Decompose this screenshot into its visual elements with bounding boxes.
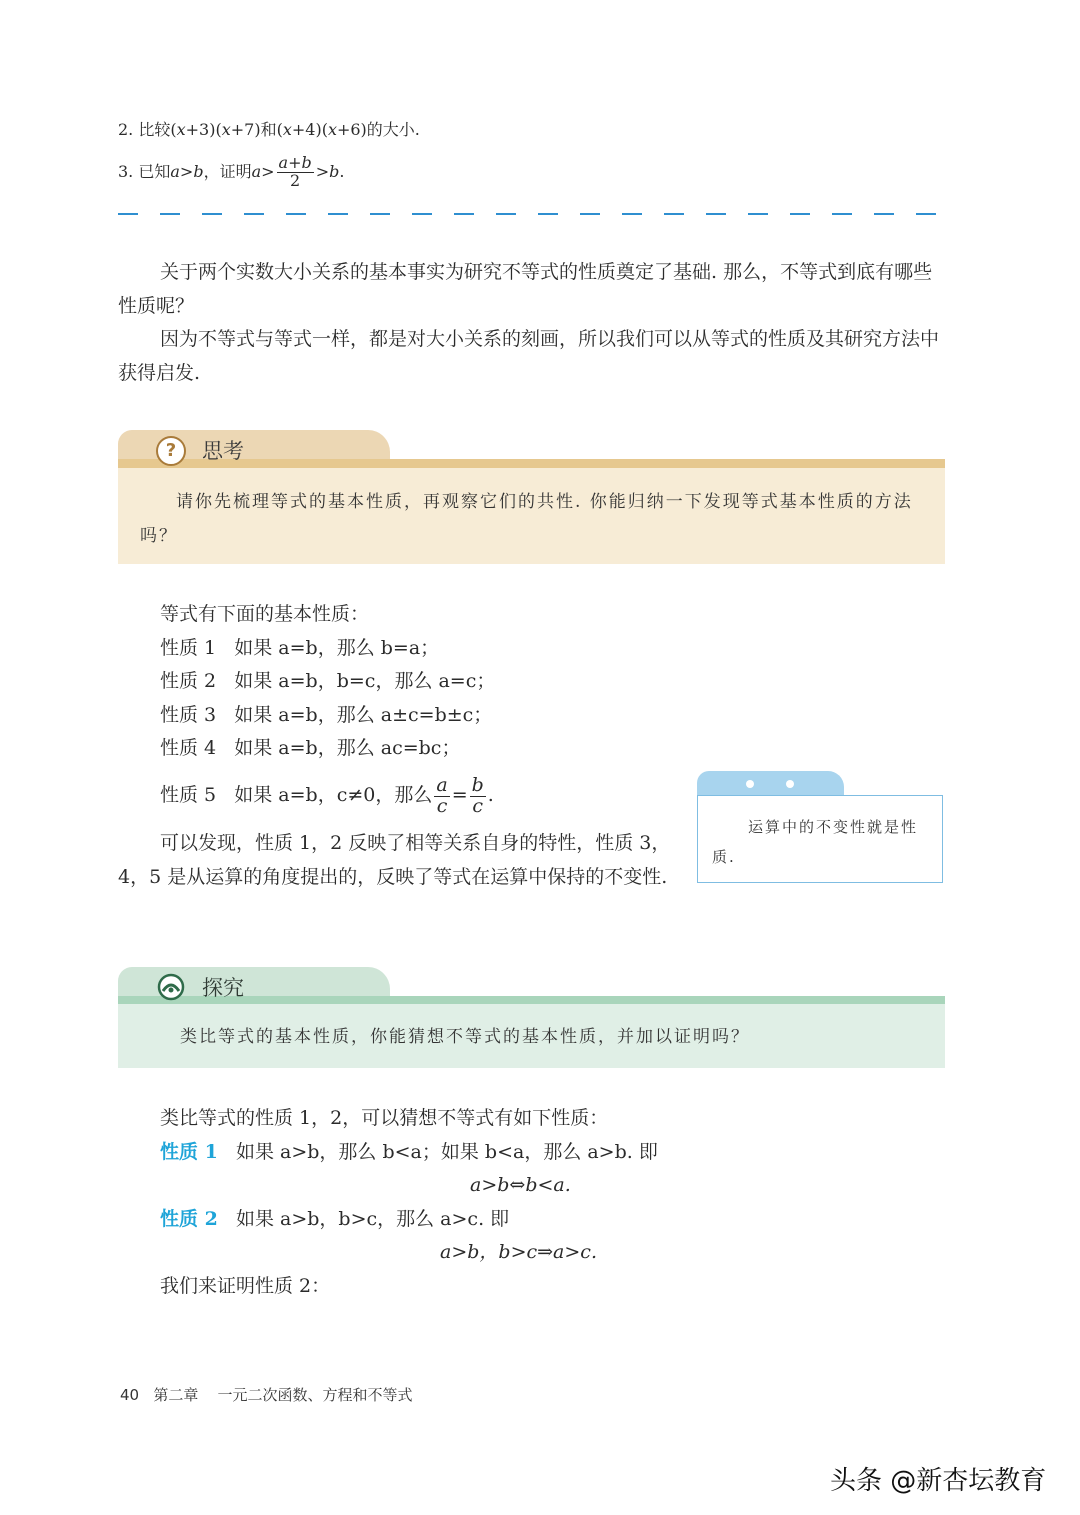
property-label: 性质 1 <box>160 637 217 659</box>
fraction-a-plus-b-over-2: $\frac{a+b}{2}$ <box>278 153 312 190</box>
property-label: 性质 2 <box>160 1208 218 1230</box>
property-text: 如果 a=b，c≠0，那么 <box>234 784 433 806</box>
property-text: 如果 a=b，b=c，那么 a=c； <box>234 670 496 692</box>
side-note-text: 运算中的不变性就是性质. <box>712 818 919 866</box>
equality-summary: 可以发现，性质 1，2 反映了相等关系自身的特性，性质 3，4，5 是从运算的角度提出的，反映了等式在运算中保持的不变性. <box>118 832 671 888</box>
exercise-2: 2. 比较(x+3)(x+7)和(x+4)(x+6)的大小. <box>118 120 420 139</box>
equality-property-3 <box>160 698 492 732</box>
note-dot-icon <box>786 780 794 788</box>
think-box-text: 请你先梳理等式的基本性质，再观察它们的共性. 你能归纳一下发现等式基本性质的方法吗？ <box>140 492 913 546</box>
inequality-formula-1: a>b⇔b<a. <box>470 1174 571 1196</box>
explore-box-title: 探究 <box>202 976 244 1000</box>
property-label: 性质 5 <box>160 784 217 806</box>
property-label: 性质 3 <box>160 704 217 726</box>
property-label: 性质 4 <box>160 737 217 759</box>
equality-lead: 等式有下面的基本性质： <box>160 603 370 625</box>
proof-lead: 我们来证明性质 2： <box>160 1275 331 1297</box>
explore-icon <box>156 973 186 1001</box>
property-text: 如果 a>b，b>c，那么 a>c. 即 <box>235 1208 510 1230</box>
exercise-3: 3. 已知a>b，证明a> $\frac{a+b}{2}$ >b. <box>118 153 345 190</box>
intro-paragraph-1: 关于两个实数大小关系的基本事实为研究不等式的性质奠定了基础. 那么，不等式到底有哪些性质呢？ <box>118 261 933 317</box>
property-text: 如果 a=b，那么 b=a； <box>234 637 440 659</box>
page-number: 40 <box>120 1386 140 1404</box>
property-text: 如果 a=b，那么 ac=bc； <box>234 737 461 759</box>
note-dot-icon <box>746 780 754 788</box>
watermark: 头条 @新杏坛教育 <box>830 1466 1047 1496</box>
property-text: 如果 a=b，那么 a±c=b±c； <box>234 704 493 726</box>
property-label: 性质 1 <box>160 1141 218 1163</box>
think-box-title: 思考 <box>202 439 244 463</box>
intro-paragraph-2: 因为不等式与等式一样，都是对大小关系的刻画，所以我们可以从等式的性质及其研究方法中获得启发. <box>118 328 940 384</box>
page-footer <box>120 1384 413 1405</box>
equality-property-2 <box>160 664 495 698</box>
property-label: 性质 2 <box>160 670 217 692</box>
inequality-property-1 <box>160 1135 658 1169</box>
property-text: 如果 a>b，那么 b<a；如果 b<a，那么 a>b. 即 <box>235 1141 658 1163</box>
inequality-lead: 类比等式的性质 1，2，可以猜想不等式有如下性质： <box>160 1107 609 1129</box>
equality-property-1 <box>160 631 439 665</box>
chapter-label: 第二章 <box>153 1386 199 1404</box>
dashed-divider <box>118 213 944 215</box>
equality-property-5: 性质 5 如果 a=b，c≠0，那么 $\frac{a}{c}$ = $\frac{b}{c}$ . <box>160 773 494 817</box>
fraction-a-over-c: $\frac{a}{c}$ <box>436 773 448 817</box>
inequality-property-2 <box>160 1202 509 1236</box>
chapter-title: 一元二次函数、方程和不等式 <box>217 1386 413 1404</box>
question-icon: ? <box>156 436 186 466</box>
fraction-b-over-c: $\frac{b}{c}$ <box>471 773 484 817</box>
inequality-formula-2: a>b，b>c⇒a>c. <box>440 1241 597 1263</box>
explore-box-text: 类比等式的基本性质，你能猜想不等式的基本性质，并加以证明吗？ <box>180 1027 750 1047</box>
equality-property-4 <box>160 731 460 765</box>
